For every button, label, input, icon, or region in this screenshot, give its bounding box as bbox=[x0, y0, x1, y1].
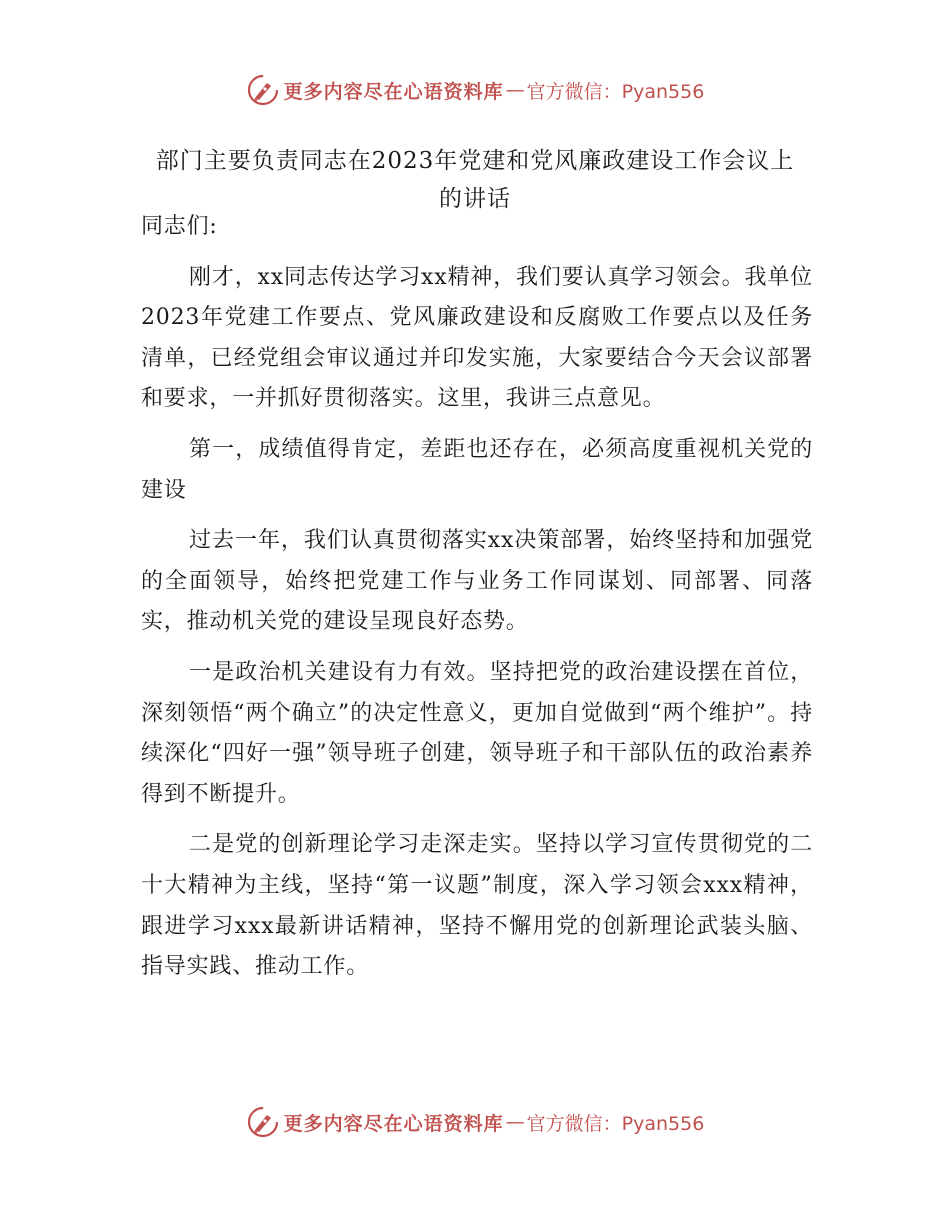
pen-nib-logo-icon bbox=[246, 1105, 280, 1139]
greeting: 同志们: bbox=[141, 214, 218, 239]
title-line-2: 的讲话 bbox=[439, 186, 511, 212]
watermark-contact: 官方微信：Pyan556 bbox=[526, 1112, 705, 1135]
footer-watermark bbox=[0, 1102, 950, 1142]
watermark-contact: 官方微信：Pyan556 bbox=[526, 80, 705, 103]
paragraph-review: 过去一年，我们认真贯彻落实xx决策部署，始终坚持和加强党的全面领导，始终把党建工作与业务工作同谋划、同部署、同落实，推动机关党的建设呈现良好态势。 bbox=[141, 528, 813, 635]
paragraph-point-1: 一是政治机关建设有力有效。坚持把党的政治建设摆在首位，深刻领悟“两个确立”的决定性意义，更加自觉做到“两个维护”。持续深化“四好一强”领导班子创建，领导班子和干部队伍的政治素养得到不断提升。 bbox=[141, 659, 813, 807]
pen-nib-logo-icon bbox=[246, 73, 280, 107]
paragraph-intro: 刚才，xx同志传达学习xx精神，我们要认真学习领会。我单位2023年党建工作要点、党风廉政建设和反腐败工作要点以及任务清单，已经党组会审议通过并印发实施，大家要结合今天会议部署和要求，一并抓好贯彻落实。这里，我讲三点意见。 bbox=[141, 264, 813, 412]
header-watermark bbox=[0, 70, 950, 110]
watermark-text: 更多内容尽在心语资料库 bbox=[283, 1112, 504, 1135]
section-heading-1: 第一，成绩值得肯定，差距也还存在，必须高度重视机关党的建设 bbox=[141, 436, 813, 503]
document-body bbox=[141, 207, 813, 988]
watermark-separator: — bbox=[505, 1111, 525, 1133]
title-line-1: 部门主要负责同志在2023年党建和党风廉政建设工作会议上 bbox=[155, 148, 795, 174]
watermark-text: 更多内容尽在心语资料库 bbox=[283, 80, 504, 103]
paragraph-point-2: 二是党的创新理论学习走深走实。坚持以学习宣传贯彻党的二十大精神为主线，坚持“第一议题”制度，深入学习领会xxx精神，跟进学习xxx最新讲话精神，坚持不懈用党的创新理论武装头脑、指导实践、推动工作。 bbox=[141, 832, 813, 980]
watermark-separator: — bbox=[505, 79, 525, 101]
